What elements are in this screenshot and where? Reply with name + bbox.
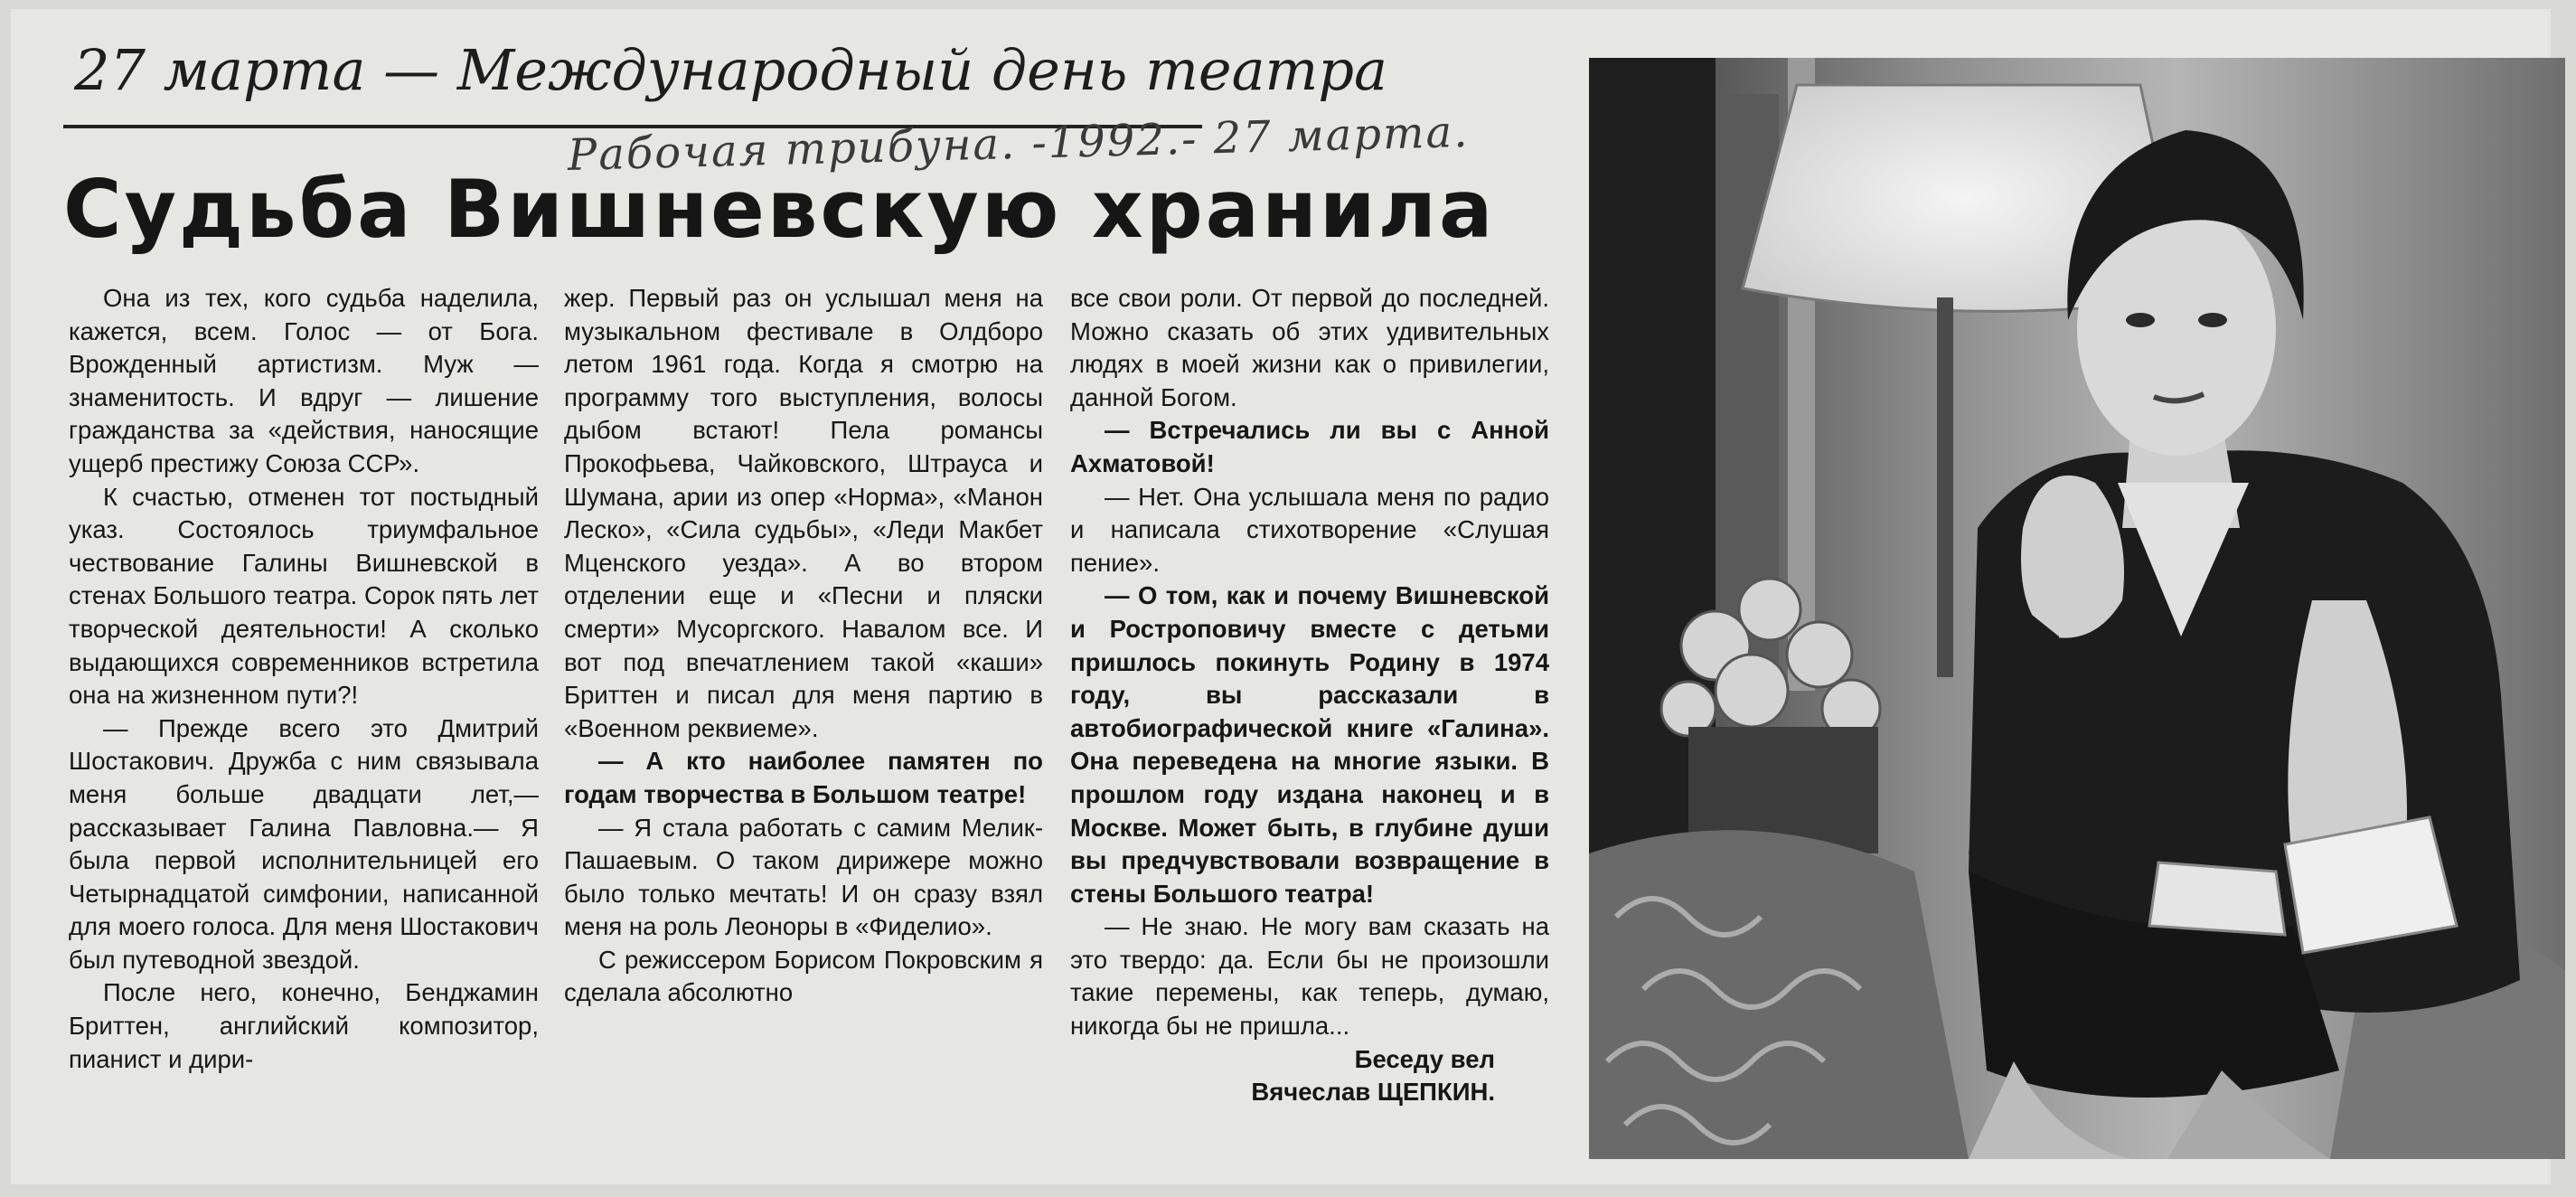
article-paragraph: — Прежде всего это Дмитрий Шостакович. Дружба с ним связывала меня больше двадцати лет,— рассказывает Галина Павловна.— Я была первой исполнительницей его Четырнадцатой симфонии, написанной для моего голоса. Для меня Шостакович был путеводной звездой.	[69, 713, 539, 974]
byline: Вячеслав ЩЕПКИН.	[1251, 1078, 1495, 1107]
byline: Беседу вел	[1354, 1044, 1495, 1073]
article-paragraph: жер. Первый раз он услышал меня на музыкальном фестивале в Олдборо летом 1961 года. Когда я смотрю на программу того выступления, волосы дыбом встают! Пела романсы Прокофьева, Чайковского, Штрауса и Шумана, арии из опер «Норма», «Манон Леско», «Сила судьбы», «Леди Макбет Мценского уезда». А во втором отделении еще и «Песни и пляски смерти» Мусоргского. Навалом все. И вот под впечатлением такой «каши» Бриттен и писал для меня партию в «Военном реквиеме».	[564, 284, 1043, 742]
article-paragraph: С режиссером Борисом Покровским я сделала абсолютно	[564, 945, 1043, 1007]
interview-question: — О том, как и почему Вишневской и Ростроповичу вместе с детьми пришлось покинуть Родину в 1974 году, вы рассказали в автобиографической книге «Галина». Она переведена на многие языки. В прошлом году издана наконец и в Москве. Может быть, в глубине души вы предчувствовали возвращение в стены Большого театра!	[1070, 581, 1549, 908]
article-paragraph: Она из тех, кого судьба наделила, кажется, всем. Голос — от Бога. Врожденный артистизм. Муж — знаменитость. И вдруг — лишение гражданства за «действия, наносящие ущерб престижу Союза ССР».	[69, 284, 539, 477]
article-paragraph: все свои роли. От первой до последней. Можно сказать об этих удивительных людях в моей жизни как о привилегии, данной Богом.	[1070, 284, 1549, 411]
article-paragraph: — Я стала работать с самим Мелик-Пашаевым. О таком дирижере можно было только мечтать! И он сразу взял меня на роль Леоноры в «Фиделио».	[564, 813, 1043, 941]
article-paragraph: — Не знаю. Не могу вам сказать на это твердо: да. Если бы не произошли такие перемены, как теперь, думаю, никогда бы не пришла...	[1070, 912, 1549, 1041]
handwritten-note: Рабочая трибуна. -1992.- 27 марта.	[567, 106, 1471, 181]
interview-question: — Встречались ли вы с Анной Ахматовой!	[1070, 416, 1549, 477]
article-paragraph: К счастью, отменен тот постыдный указ. Состоялось триумфальное чествование Галины Вишневской в стенах Большого театра. Сорок пять лет творческой деятельности! А сколько выдающихся современников встретила она на жизненном пути?!	[69, 482, 539, 710]
article-paragraph: После него, конечно, Бенджамин Бриттен, английский композитор, пианист и дири-	[69, 978, 539, 1073]
rubric: 27 марта — Международный день театра	[74, 37, 1388, 103]
article-column-3	[1070, 282, 1549, 1177]
interview-question: — А кто наиболее памятен по годам творчества в Большом театре!	[564, 747, 1043, 808]
headline: Судьба Вишневскую хранила	[63, 163, 1496, 256]
article-column-2	[564, 282, 1043, 1177]
portrait-photo	[1589, 58, 2565, 1159]
article-column-1	[69, 282, 539, 1177]
article-paragraph: — Нет. Она услышала меня по радио и написала стихотворение «Слушая пение».	[1070, 482, 1549, 577]
